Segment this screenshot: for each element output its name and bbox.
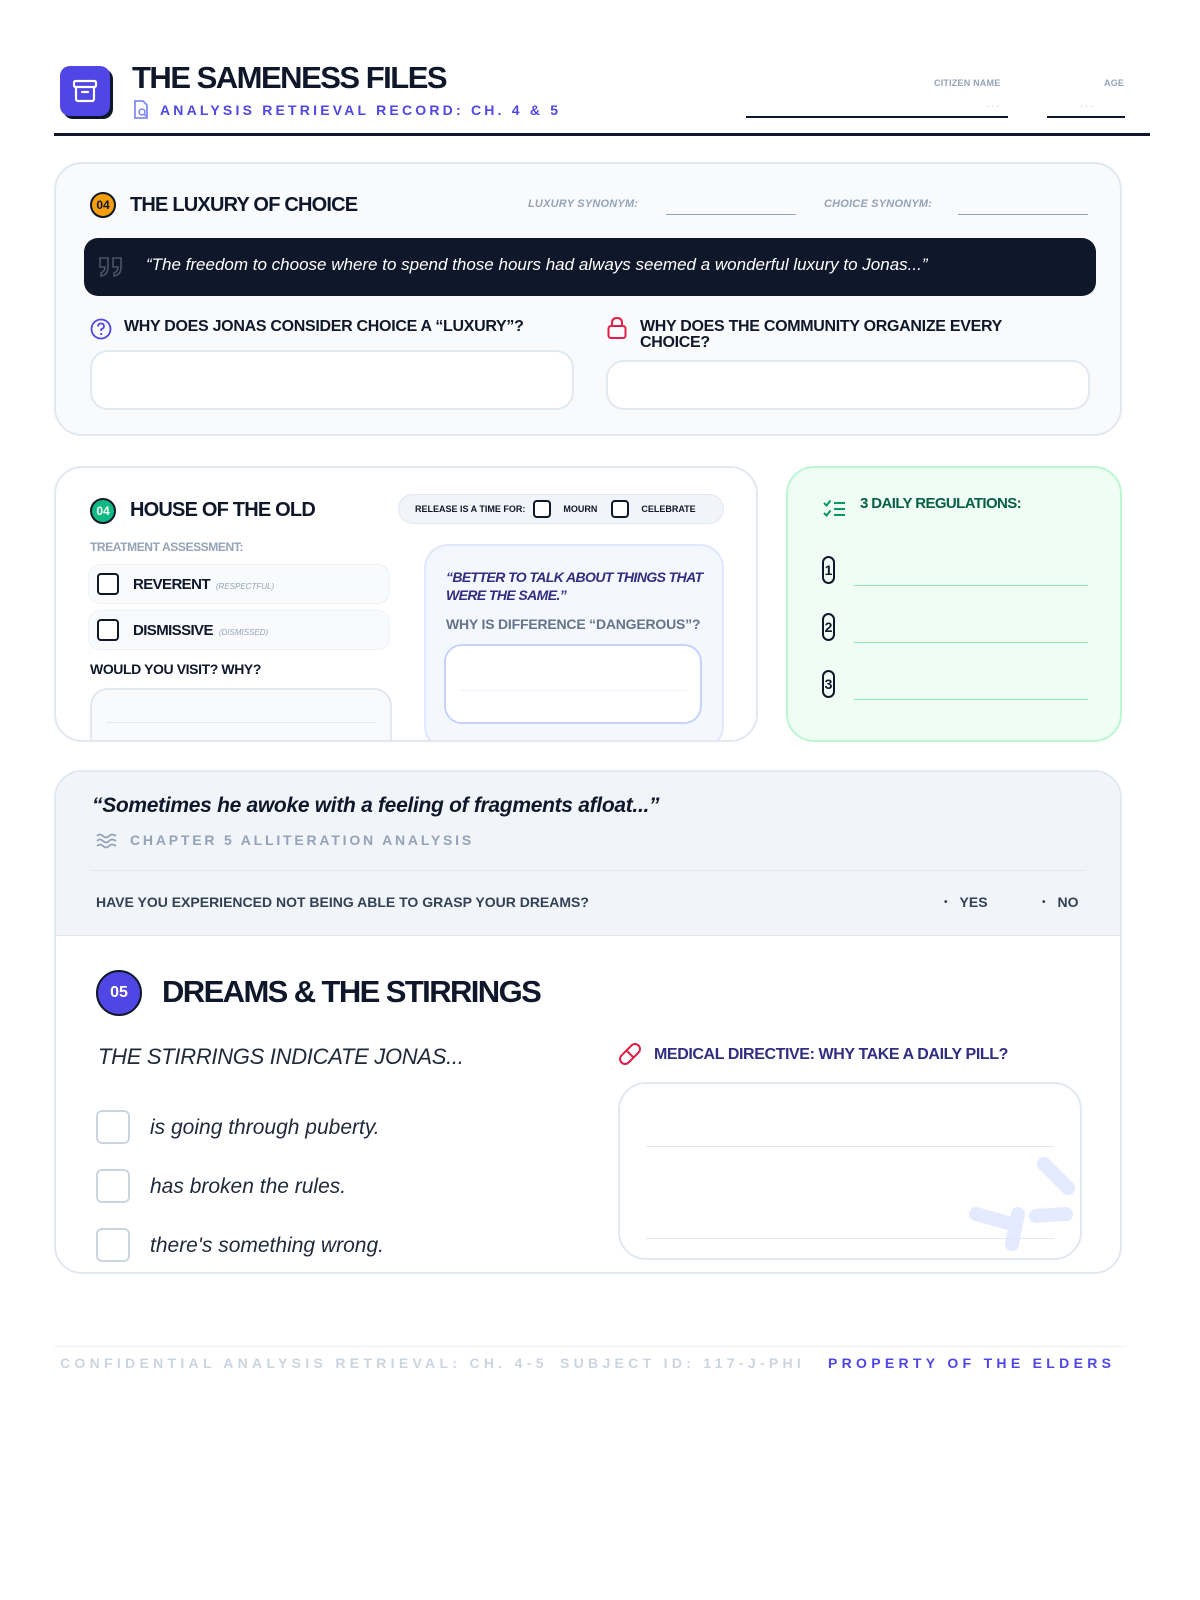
yes-bullet: • [944,896,948,908]
footer-subject-id: SUBJECT ID: 117-J-PHI [560,1355,806,1371]
option-text: there's something wrong. [150,1234,384,1257]
age-label: AGE [1104,78,1125,88]
regulation-1-field[interactable] [854,585,1088,586]
stirrings-prompt: THE STIRRINGS INDICATE JONAS... [98,1044,464,1069]
dreams-question: HAVE YOU EXPERIENCED NOT BEING ABLE TO GRASP YOUR DREAMS? [96,894,589,910]
release-label: RELEASE IS A TIME FOR: [415,504,526,514]
reverent-checkbox[interactable] [97,573,119,595]
section-badge: 04 [90,498,116,524]
difference-quote-card [424,544,724,742]
dreams-title: DREAMS & THE STIRRINGS [162,974,541,1009]
dismissive-note: (DISMISSED) [218,628,269,637]
regulation-number: 3 [822,670,835,698]
section-title: HOUSE OF THE OLD [130,499,315,521]
footer-confidential: CONFIDENTIAL ANALYSIS RETRIEVAL: CH. 4-5 [60,1355,548,1371]
regulation-row-3 [822,670,1088,700]
age-field[interactable] [1047,116,1125,118]
document-search-icon [132,100,150,120]
regulation-number: 2 [822,613,835,641]
house-of-the-old-card [54,466,758,742]
section-title: THE LUXURY OF CHOICE [130,194,358,216]
regulation-number: 1 [822,556,835,584]
reverent-note: (RESPECTFUL) [215,582,275,591]
option-checkbox[interactable] [96,1228,130,1262]
page-header [54,58,1150,136]
reverent-label: REVERENT [133,576,210,593]
regulation-2-field[interactable] [854,642,1088,643]
celebrate-label: CELEBRATE [641,504,696,514]
app-title: THE SAMENESS FILES [132,60,447,95]
luxury-synonym-field[interactable] [666,214,796,215]
dismissive-checkbox[interactable] [97,619,119,641]
answer-line [460,690,686,691]
mourn-label: MOURN [563,504,598,514]
difference-answer-field[interactable] [444,644,702,724]
answer-line [106,722,376,723]
stirrings-option-3[interactable] [96,1228,576,1264]
medical-directive-label: MEDICAL DIRECTIVE: WHY TAKE A DAILY PILL? [654,1046,1008,1063]
yes-label: YES [959,894,988,910]
pill-icon [616,1040,644,1068]
alliteration-section [56,772,1120,936]
citizen-name-label: CITIZEN NAME [934,78,1001,88]
organize-answer-field[interactable] [606,360,1090,410]
age-placeholder: ... [1080,98,1096,110]
divider [90,870,1086,871]
stirrings-option-1[interactable] [96,1110,576,1146]
celebrate-checkbox[interactable] [611,500,629,518]
yes-option[interactable] [944,894,988,910]
record-subtitle [132,100,561,120]
option-checkbox[interactable] [96,1169,130,1203]
no-label: NO [1057,894,1079,910]
quote-icon [98,256,124,278]
waves-icon [96,832,118,850]
alliteration-quote: “Sometimes he awoke with a feeling of fragments afloat...” [92,794,660,817]
regulations-title: 3 DAILY REGULATIONS: [860,495,1022,512]
regulation-3-field[interactable] [854,699,1088,700]
reverent-option[interactable] [88,564,390,604]
page-footer [54,1346,1126,1371]
stirrings-option-2[interactable] [96,1169,576,1205]
luxury-synonym-label: LUXURY SYNONYM: [528,198,639,210]
archive-icon [60,66,110,116]
mourn-checkbox[interactable] [533,500,551,518]
regulation-row-2 [822,613,1088,643]
luxury-answer-field[interactable] [90,350,574,410]
release-options [398,494,724,524]
option-text: is going through puberty. [150,1116,380,1139]
question-organize: WHY DOES THE COMMUNITY ORGANIZE EVERY CHOICE? [640,318,1002,351]
citizen-name-placeholder: ... [986,98,1002,110]
luxury-quote [84,238,1096,296]
alliteration-label: CHAPTER 5 ALLITERATION ANALYSIS [130,832,475,848]
option-text: has broken the rules. [150,1175,347,1198]
no-option[interactable] [1042,894,1079,910]
lock-icon [606,316,628,340]
subtitle-text: ANALYSIS RETRIEVAL RECORD: CH. 4 & 5 [160,102,562,118]
option-checkbox[interactable] [96,1110,130,1144]
chapter-five-card [54,770,1122,1274]
visit-question: WOULD YOU VISIT? WHY? [90,661,262,677]
visit-answer-field[interactable] [90,688,392,742]
choice-synonym-label: CHOICE SYNONYM: [824,198,933,210]
citizen-name-field[interactable] [746,116,1008,118]
question-icon [90,318,112,340]
choice-synonym-field[interactable] [958,214,1088,215]
regulation-row-1 [822,556,1088,586]
no-bullet: • [1042,896,1046,908]
difference-quote: “BETTER TO TALK ABOUT THINGS THAT WERE THE SAME.” [446,569,703,603]
dismissive-label: DISMISSIVE [133,622,213,639]
daily-regulations-card [786,466,1122,742]
section-badge: 05 [96,970,142,1016]
luxury-of-choice-card [54,162,1122,436]
pill-watermark-icon [956,1144,1082,1260]
section-badge: 04 [90,192,116,218]
checklist-icon [822,498,846,520]
quote-text: “The freedom to choose where to spend those hours had always seemed a wonderful luxury to Jonas...” [146,255,928,274]
medical-answer-field[interactable] [618,1082,1082,1260]
dismissive-option[interactable] [88,610,390,650]
treatment-label: TREATMENT ASSESSMENT: [90,540,243,554]
question-luxury: WHY DOES JONAS CONSIDER CHOICE A “LUXURY”? [124,318,524,335]
footer-property: PROPERTY OF THE ELDERS [828,1355,1116,1371]
difference-question: WHY IS DIFFERENCE “DANGEROUS”? [446,616,701,632]
